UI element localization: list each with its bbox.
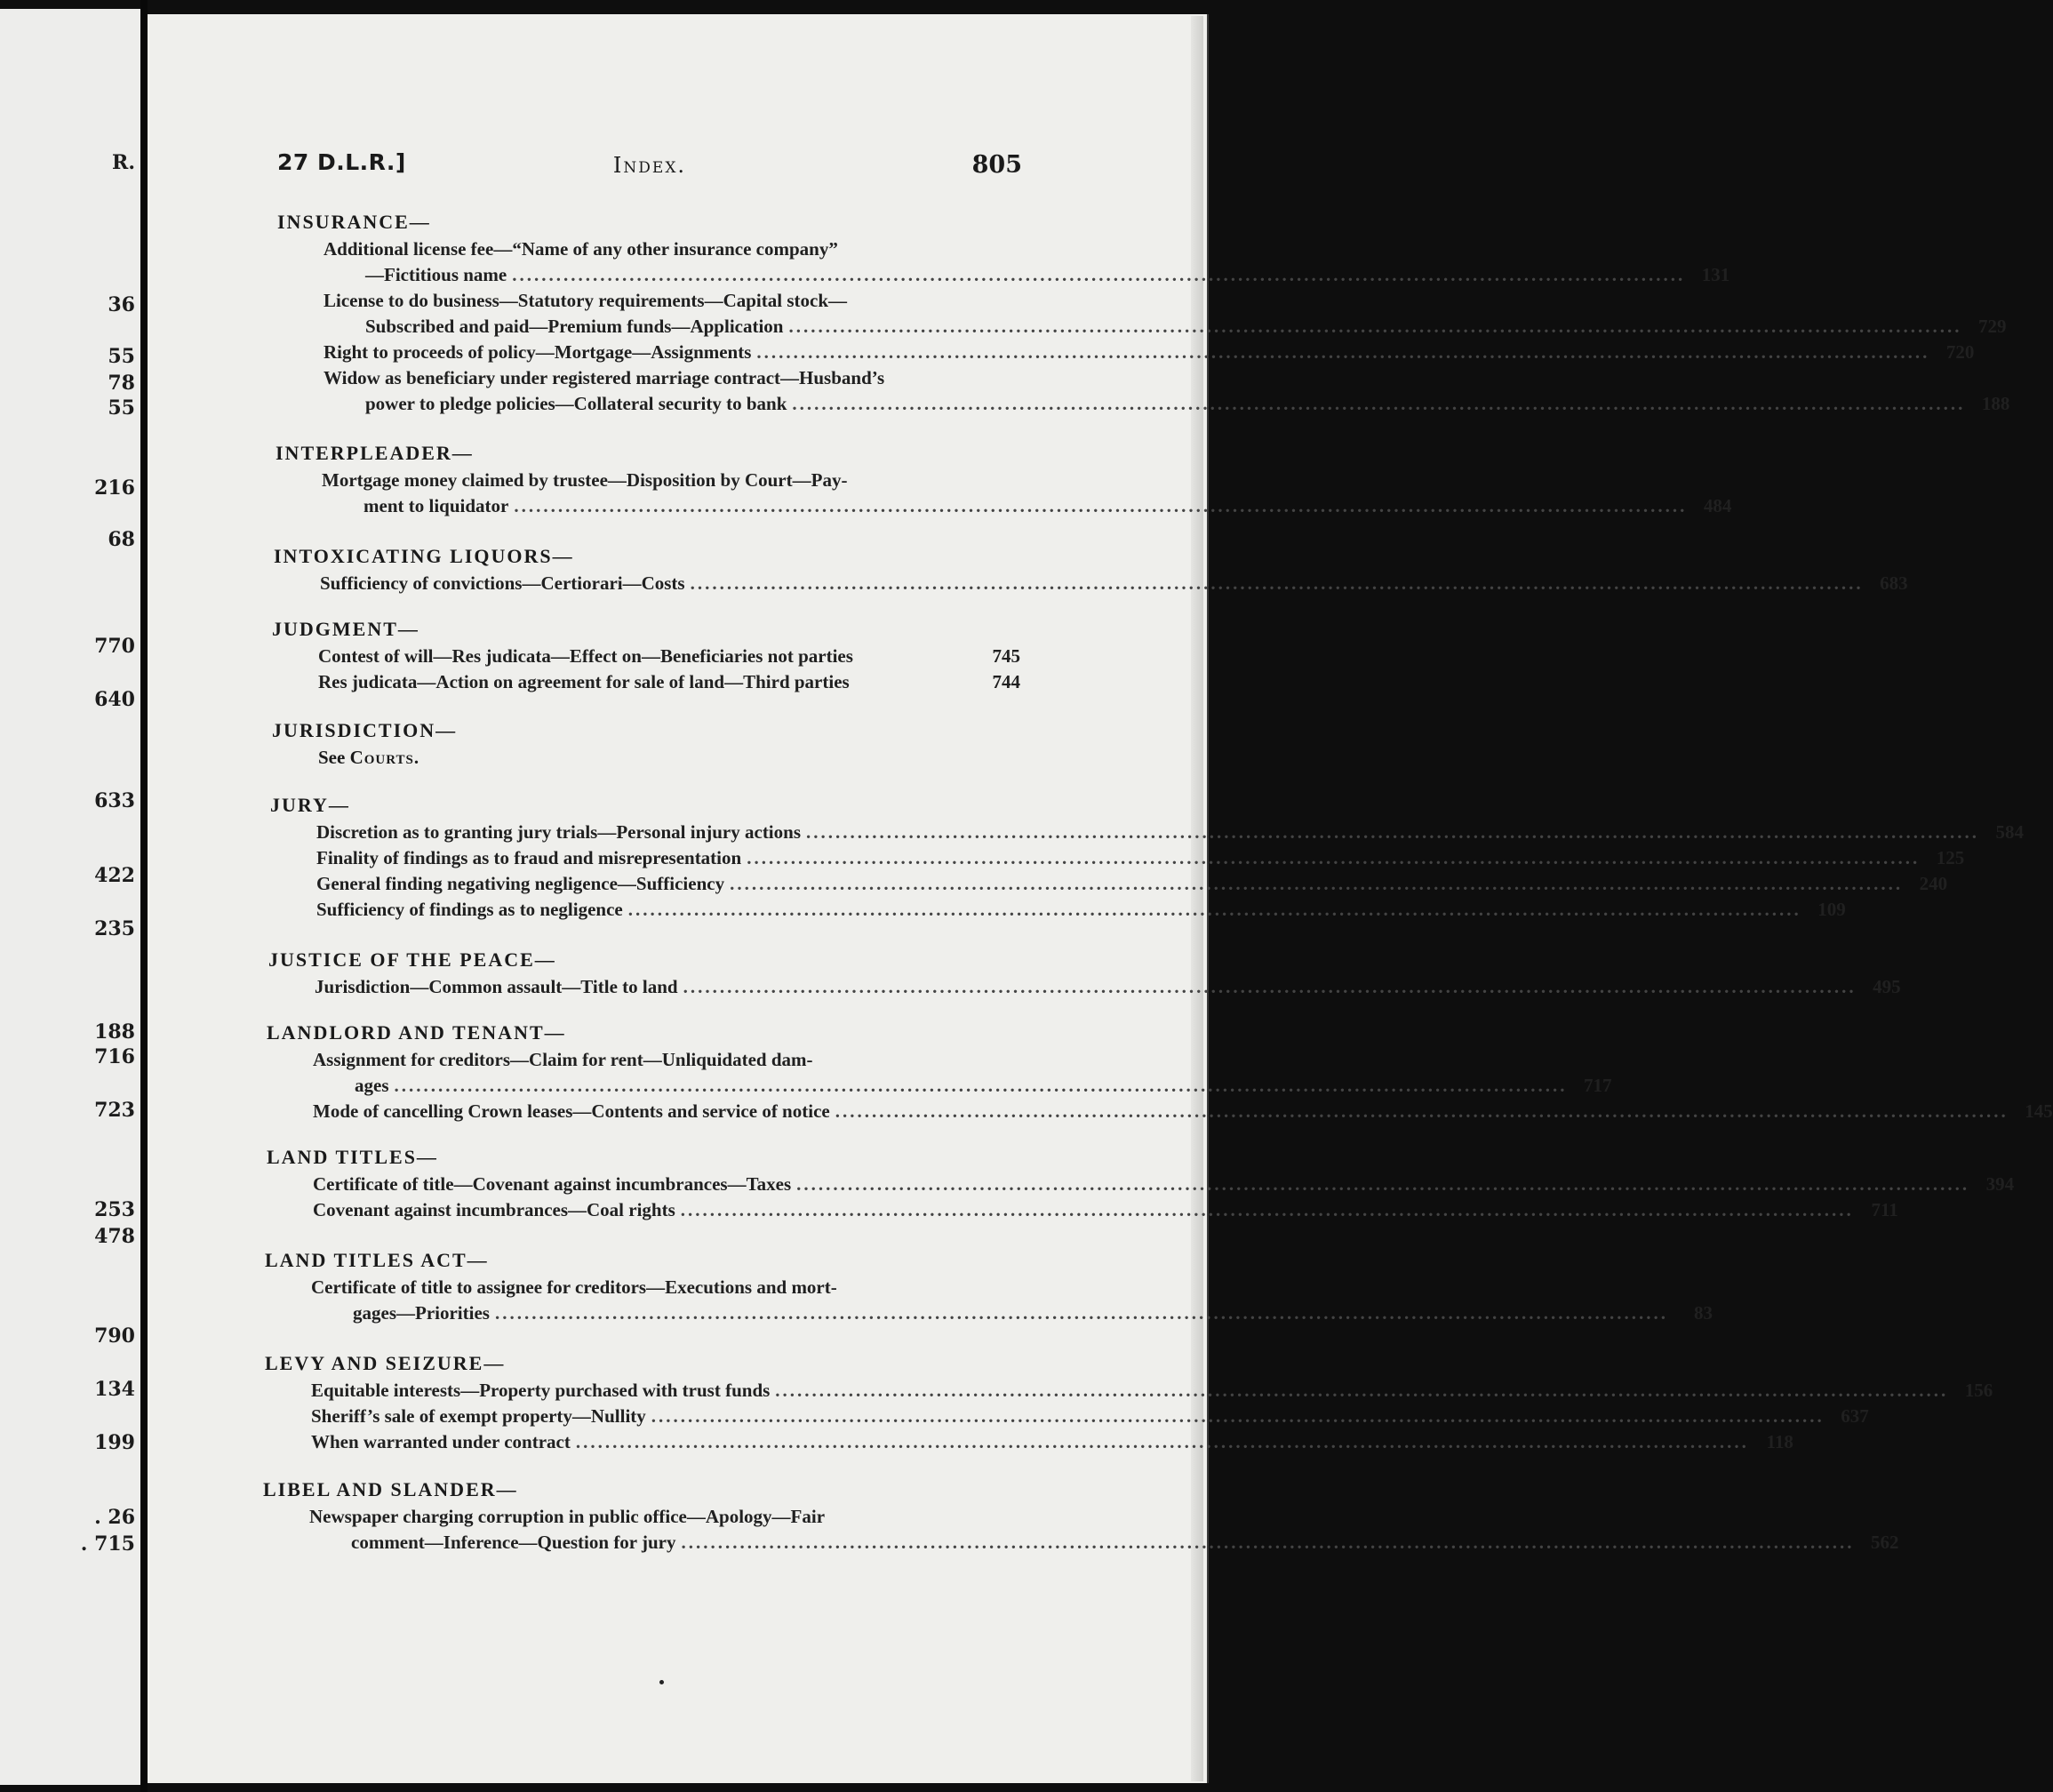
dot-leader: ................................................................................................................................................................ — [806, 821, 1979, 843]
entry-page-number: 83 — [1693, 1302, 1713, 1324]
index-section — [268, 948, 1901, 1000]
entry-page-number: 484 — [1703, 495, 1732, 516]
entry-text-line: Certificate of title—Covenant against incumbrances—Taxes — [313, 1173, 792, 1195]
index-section — [267, 1020, 2053, 1124]
index-section — [272, 617, 1020, 695]
dot-leader: ................................................................................................................................................................ — [690, 572, 1864, 594]
section-heading: LAND TITLES ACT— — [265, 1249, 489, 1271]
index-entry — [270, 820, 2024, 845]
left-margin-number: R. — [112, 151, 135, 174]
book-gutter — [140, 0, 148, 1792]
dot-leader: ................................................................................................................................................................ — [792, 393, 1966, 414]
page-header — [277, 149, 1022, 185]
section-heading: INTOXICATING LIQUORS— — [274, 545, 574, 567]
left-margin-number: 478 — [94, 1225, 135, 1248]
left-margin-number: 55 — [108, 345, 135, 368]
index-entry — [272, 644, 1020, 669]
left-margin-number: . 715 — [80, 1532, 135, 1556]
entry-page-number: 495 — [1873, 976, 1901, 997]
entry-text-continuation: power to pledge policies—Collateral security to bank — [365, 393, 787, 414]
index-entry — [277, 365, 2010, 417]
entry-page-number: 711 — [1871, 1199, 1898, 1220]
entry-text-line: Newspaper charging corruption in public office—Apology—Fair — [309, 1506, 826, 1527]
entry-text-continuation: gages—Priorities — [353, 1302, 490, 1324]
section-heading: LIBEL AND SLANDER— — [263, 1478, 518, 1500]
index-entry — [267, 1172, 2015, 1197]
entry-text-line: Jurisdiction—Common assault—Title to land — [315, 976, 678, 997]
section-heading: LANDLORD AND TENANT— — [267, 1021, 566, 1044]
index-entry — [277, 340, 1975, 365]
index-entry — [270, 871, 1948, 897]
left-margin-number: 790 — [94, 1324, 135, 1348]
index-entry — [263, 1504, 1899, 1556]
entry-page-number: 240 — [1919, 873, 1948, 894]
entry-text-line: Widow as beneficiary under registered marriage contract—Husband’s — [324, 367, 885, 388]
index-entry — [270, 897, 1846, 923]
entry-text-line: Certificate of title to assignee for creditors—Executions and mort- — [311, 1276, 837, 1298]
page-number: 805 — [971, 151, 1022, 179]
entry-text-line: License to do business—Statutory requirements—Capital stock— — [324, 290, 847, 311]
dot-leader: ................................................................................................................................................................ — [747, 847, 1921, 868]
index-entry — [276, 468, 1732, 519]
index-entry — [267, 1099, 2053, 1124]
index-entry — [267, 1047, 1612, 1099]
left-margin-number: 770 — [94, 635, 135, 658]
left-margin-number: 134 — [94, 1378, 135, 1401]
entry-text-line: Finality of findings as to fraud and misrepresentation — [316, 847, 742, 868]
dot-leader: ................................................................................................................................................................ — [730, 873, 1904, 894]
entry-text-continuation: —Fictitious name — [365, 264, 507, 285]
dot-leader: ................................................................................................................................................................ — [756, 341, 1930, 363]
left-margin-number: 723 — [94, 1099, 135, 1122]
dot-leader: ................................................................................................................................................................ — [683, 976, 1857, 997]
left-page-fragment — [0, 9, 140, 1785]
entry-text-continuation: ages — [355, 1075, 389, 1096]
index-entry — [274, 571, 1908, 596]
entry-page-number: 394 — [1985, 1173, 2015, 1195]
index-entry — [272, 669, 1020, 695]
entry-text-line: Additional license fee—“Name of any other insurance company” — [324, 238, 838, 260]
entry-page-number: 729 — [1977, 316, 2007, 337]
entry-page-number: 118 — [1766, 1431, 1793, 1452]
dot-leader: ................................................................................................................................................................ — [494, 1302, 1668, 1324]
index-entry — [265, 1429, 1793, 1455]
left-margin-number: 235 — [94, 917, 135, 940]
entry-text-line: Mortgage money claimed by trustee—Disposition by Court—Pay- — [322, 469, 848, 491]
dot-leader — [855, 669, 976, 695]
entry-page-number: 562 — [1871, 1532, 1899, 1553]
entry-text-line: Sheriff’s sale of exempt property—Nullity — [311, 1405, 646, 1427]
entry-page-number: 683 — [1880, 572, 1908, 594]
entry-text-line: Covenant against incumbrances—Coal rights — [313, 1199, 675, 1220]
entry-text-continuation: Subscribed and paid—Premium funds—Application — [365, 316, 784, 337]
entry-text-line: Equitable interests—Property purchased with trust funds — [311, 1380, 771, 1401]
entry-text-line: Sufficiency of convictions—Certiorari—Costs — [320, 572, 685, 594]
dot-leader: ................................................................................................................................................................ — [796, 1173, 1970, 1195]
left-margin-number: 55 — [108, 396, 135, 420]
print-speck — [659, 1680, 664, 1684]
entry-text-line: When warranted under contract — [311, 1431, 571, 1452]
index-section — [274, 544, 1908, 596]
dot-leader: ................................................................................................................................................................ — [775, 1380, 1949, 1401]
dot-leader: ................................................................................................................................................................ — [788, 316, 1962, 337]
entry-page-number: 109 — [1817, 899, 1846, 920]
entry-page-number: 637 — [1841, 1405, 1869, 1427]
index-entry — [265, 1404, 1869, 1429]
dot-leader: ................................................................................................................................................................ — [575, 1431, 1749, 1452]
entry-page-number: 584 — [1995, 821, 2024, 843]
entry-page-number: 145 — [2025, 1100, 2053, 1122]
volume-reference: 27 D.L.R.] — [277, 149, 406, 175]
left-margin-number: 640 — [94, 688, 135, 711]
index-entry — [277, 288, 2007, 340]
entry-text-line: Discretion as to granting jury trials—Personal injury actions — [316, 821, 801, 843]
entry-text-line: General finding negativing negligence—Sufficiency — [316, 873, 725, 894]
entry-text-line: Sufficiency of findings as to negligence — [316, 899, 623, 920]
index-entry — [267, 1197, 1898, 1223]
entry-text-continuation: comment—Inference—Question for jury — [351, 1532, 676, 1553]
index-section — [265, 1248, 1713, 1326]
index-entry — [265, 1378, 1993, 1404]
left-margin-number: 633 — [94, 789, 135, 812]
left-margin-number: . 26 — [94, 1506, 135, 1529]
dot-leader: ................................................................................................................................................................ — [680, 1199, 1854, 1220]
running-title: Index. — [612, 153, 687, 178]
entry-text-continuation: ment to liquidator — [363, 495, 509, 516]
left-margin-number: 216 — [94, 476, 135, 500]
dot-leader: ................................................................................................................................................................ — [512, 264, 1686, 285]
entry-page-number: 744 — [992, 671, 1020, 692]
dot-leader: ................................................................................................................................................................ — [627, 899, 1801, 920]
entry-text-line: Mode of cancelling Crown leases—Contents and service of notice — [313, 1100, 830, 1122]
dot-leader: ................................................................................................................................................................ — [835, 1100, 2009, 1122]
see-prefix: See — [318, 747, 350, 768]
left-margin-number: 36 — [108, 293, 135, 316]
index-entry — [268, 974, 1901, 1000]
entry-page-number: 131 — [1701, 264, 1730, 285]
dot-leader: ................................................................................................................................................................ — [681, 1532, 1855, 1553]
index-section — [277, 210, 2010, 417]
section-heading: JURY— — [270, 794, 350, 816]
left-margin-number: 716 — [94, 1045, 135, 1068]
cross-reference — [272, 745, 1020, 771]
dot-leader — [859, 644, 976, 669]
index-section — [265, 1351, 1993, 1455]
index-section — [272, 718, 1020, 771]
entry-page-number: 188 — [1981, 393, 2010, 414]
entry-page-number: 125 — [1936, 847, 1965, 868]
index-section — [270, 793, 2024, 923]
entry-page-number: 745 — [992, 645, 1020, 667]
section-heading: JURISDICTION— — [272, 719, 458, 741]
entry-page-number: 156 — [1964, 1380, 1993, 1401]
see-reference: Courts. — [349, 747, 420, 768]
left-margin-number: 199 — [94, 1431, 135, 1454]
index-entry — [270, 845, 1965, 871]
section-heading: LAND TITLES— — [267, 1146, 438, 1168]
index-entry — [277, 236, 1730, 288]
left-margin-number: 68 — [108, 528, 135, 551]
dot-leader: ................................................................................................................................................................ — [514, 495, 1688, 516]
index-section — [267, 1145, 2015, 1223]
left-margin-number: 188 — [94, 1020, 135, 1044]
dot-leader: ................................................................................................................................................................ — [651, 1405, 1825, 1427]
entry-text-line: Contest of will—Res judicata—Effect on—Beneficiaries not parties — [318, 645, 853, 667]
entry-text-line: Assignment for creditors—Claim for rent—Unliquidated dam- — [313, 1049, 813, 1070]
section-heading: INTERPLEADER— — [276, 442, 474, 464]
entry-page-number: 720 — [1945, 341, 1975, 363]
section-heading: INSURANCE— — [277, 211, 431, 233]
entry-page-number: 717 — [1584, 1075, 1612, 1096]
index-entry — [265, 1275, 1713, 1326]
left-margin-number: 422 — [94, 864, 135, 887]
entry-text-line: Right to proceeds of policy—Mortgage—Assignments — [324, 341, 752, 363]
section-heading: JUSTICE OF THE PEACE— — [268, 948, 556, 971]
section-heading: LEVY AND SEIZURE— — [265, 1352, 506, 1374]
index-section — [276, 441, 1732, 519]
left-margin-number: 78 — [108, 372, 135, 395]
index-section — [263, 1477, 1899, 1556]
section-heading: JUDGMENT— — [272, 618, 419, 640]
dot-leader: ................................................................................................................................................................ — [394, 1075, 1568, 1096]
left-margin-number: 253 — [94, 1198, 135, 1221]
entry-text-line: Res judicata—Action on agreement for sale of land—Third parties — [318, 671, 850, 692]
